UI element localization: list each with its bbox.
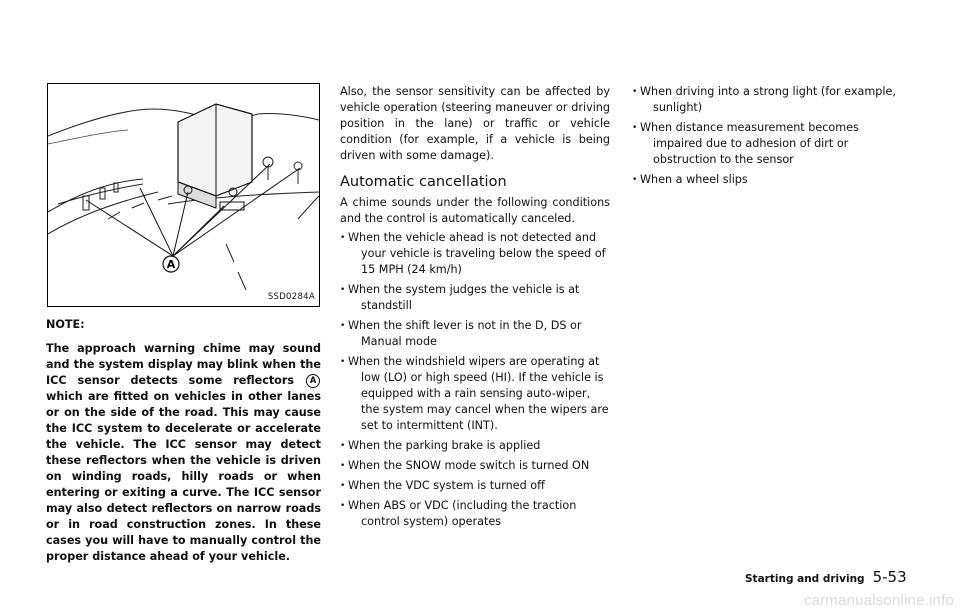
callout-a-inline: A <box>306 374 320 388</box>
list-item: • When the vehicle ahead is not detected and your vehicle is traveling below the speed of 15 MPH (24 km/h) <box>340 230 610 278</box>
list-item: • When driving into a strong light (for example, sunlight) <box>632 84 904 116</box>
list-item: • When the SNOW mode switch is turned ON <box>340 458 610 474</box>
list-item: • When the parking brake is applied <box>340 438 610 454</box>
list-item: • When the windshield wipers are operating at low (LO) or high speed (HI). If the vehicle is equipped with a rain sensing auto-wiper, the system may cancel when the wipers are set to intermittent (INT). <box>340 354 610 434</box>
list-item: • When the VDC system is turned off <box>340 478 610 494</box>
watermark: carmanualsonline.info <box>803 592 954 609</box>
figure-code: SSD0284A <box>267 292 315 302</box>
page-number: 5-53 <box>872 568 907 586</box>
right-column <box>632 84 904 192</box>
section-lead: A chime sounds under the following conditions and the control is automatically canceled. <box>340 196 610 225</box>
cancellation-list-continued <box>632 84 904 188</box>
callout-a-label: A <box>166 258 176 271</box>
list-item: • When a wheel slips <box>632 172 904 188</box>
footer-section-title: Starting and driving <box>745 573 865 585</box>
reflector-illustration <box>47 83 320 307</box>
road-scene-drawing <box>48 84 319 306</box>
middle-column <box>340 84 610 534</box>
note-body <box>46 341 321 565</box>
list-item: • When the system judges the vehicle is at standstill <box>340 282 610 314</box>
cancellation-list <box>340 230 610 530</box>
list-item: • When distance measurement becomes impaired due to adhesion of dirt or obstruction to the sensor <box>632 120 904 168</box>
note-title: NOTE: <box>46 318 85 331</box>
note-text-after: which are fitted on vehicles in other lanes or on the side of the road. This may cause the ICC system to decelerate or accelerate the vehicle. The ICC sensor may detect these reflectors when the vehicle is driven on winding roads, hilly roads or when entering or exiting a curve. The ICC sensor may also detect reflectors on narrow roads or in road construction zones. In these cases you will have to manually control the proper distance ahead of your vehicle. <box>46 390 321 563</box>
list-item: • When ABS or VDC (including the traction control system) operates <box>340 498 610 530</box>
page-footer <box>745 567 907 586</box>
list-item: • When the shift lever is not in the D, DS or Manual mode <box>340 318 610 350</box>
section-heading: Automatic cancellation <box>340 174 507 190</box>
intro-paragraph: Also, the sensor sensitivity can be affected by vehicle operation (steering maneuver or driving position in the lane) or traffic or vehicle condition (for example, if a vehicle is being driven with some damage). <box>340 85 610 162</box>
note-column <box>46 318 321 565</box>
note-text-before: The approach warning chime may sound and the system display may blink when the ICC sensor detects some reflectors <box>46 342 321 387</box>
